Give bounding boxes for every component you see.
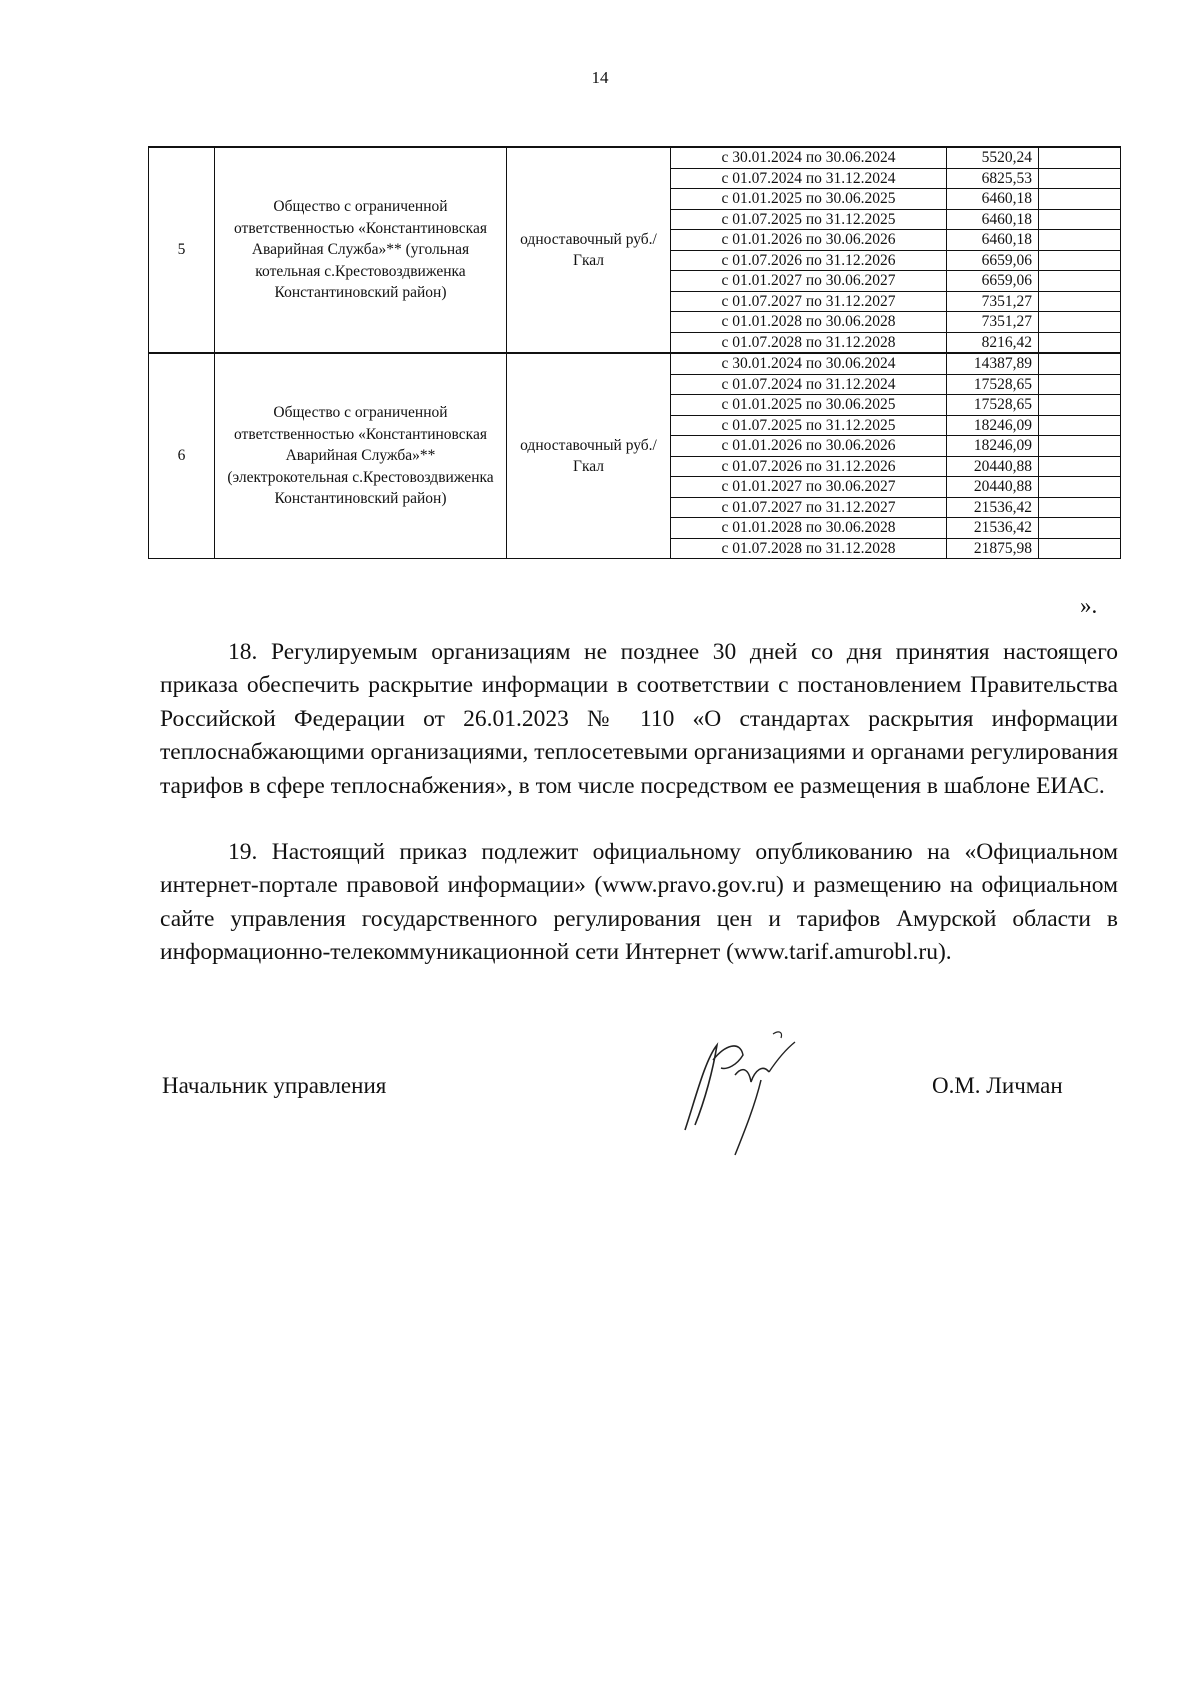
period-cell: с 01.01.2026 по 30.06.2026 — [671, 230, 947, 251]
tariff-value-cell: 8216,42 — [947, 332, 1039, 353]
empty-cell — [1039, 497, 1121, 518]
empty-cell — [1039, 147, 1121, 168]
period-cell: с 01.07.2025 по 31.12.2025 — [671, 415, 947, 436]
tariff-kind: одноставочный руб./Гкал — [507, 353, 671, 559]
tariff-value-cell: 20440,88 — [947, 477, 1039, 498]
tariff-value-cell: 21875,98 — [947, 538, 1039, 559]
tariff-value-cell: 6460,18 — [947, 189, 1039, 210]
empty-cell — [1039, 209, 1121, 230]
period-cell: с 30.01.2024 по 30.06.2024 — [671, 147, 947, 168]
empty-cell — [1039, 436, 1121, 457]
tariff-value-cell: 6825,53 — [947, 168, 1039, 189]
period-cell: с 01.07.2024 по 31.12.2024 — [671, 374, 947, 395]
empty-cell — [1039, 312, 1121, 333]
period-cell: с 01.07.2025 по 31.12.2025 — [671, 209, 947, 230]
period-cell: с 01.01.2025 по 30.06.2025 — [671, 189, 947, 210]
period-cell: с 01.07.2028 по 31.12.2028 — [671, 538, 947, 559]
tariff-value-cell: 7351,27 — [947, 291, 1039, 312]
empty-cell — [1039, 456, 1121, 477]
tariff-value-cell: 7351,27 — [947, 312, 1039, 333]
empty-cell — [1039, 477, 1121, 498]
organization-name: Общество с ограниченной ответственностью «Константиновская Аварийная Служба»** (угольная котельная с.Крестовоздвиженка Константиновский район) — [215, 147, 507, 353]
empty-cell — [1039, 189, 1121, 210]
period-cell: с 01.07.2028 по 31.12.2028 — [671, 332, 947, 353]
empty-cell — [1039, 271, 1121, 292]
empty-cell — [1039, 518, 1121, 539]
period-cell: с 01.01.2027 по 30.06.2027 — [671, 477, 947, 498]
tariff-kind: одноставочный руб./Гкал — [507, 147, 671, 353]
position-title: Начальник управления — [162, 1073, 387, 1098]
empty-cell — [1039, 250, 1121, 271]
tariff-value-cell: 20440,88 — [947, 456, 1039, 477]
empty-cell — [1039, 395, 1121, 416]
empty-cell — [1039, 353, 1121, 374]
row-number: 5 — [149, 147, 215, 353]
period-cell: с 01.07.2027 по 31.12.2027 — [671, 497, 947, 518]
tariff-value-cell: 17528,65 — [947, 395, 1039, 416]
tariff-value-cell: 18246,09 — [947, 436, 1039, 457]
empty-cell — [1039, 168, 1121, 189]
empty-cell — [1039, 415, 1121, 436]
period-cell: с 01.01.2026 по 30.06.2026 — [671, 436, 947, 457]
tariff-value-cell: 6659,06 — [947, 271, 1039, 292]
period-cell: с 01.01.2027 по 30.06.2027 — [671, 271, 947, 292]
period-cell: с 01.01.2025 по 30.06.2025 — [671, 395, 947, 416]
tariff-value-cell: 21536,42 — [947, 518, 1039, 539]
organization-name: Общество с ограниченной ответственностью «Константиновская Аварийная Служба»** (электрокотельная с.Крестовоздвиженка Константиновский район) — [215, 353, 507, 559]
tariff-value-cell: 6460,18 — [947, 230, 1039, 251]
handwritten-signature — [665, 1020, 845, 1160]
period-cell: с 01.01.2028 по 30.06.2028 — [671, 312, 947, 333]
table-row — [149, 147, 1121, 168]
empty-cell — [1039, 332, 1121, 353]
tariff-value-cell: 14387,89 — [947, 353, 1039, 374]
period-cell: с 01.07.2026 по 31.12.2026 — [671, 456, 947, 477]
paragraph-19: 19. Настоящий приказ подлежит официальному опубликованию на «Официальном интернет-портале правовой информации» (www.pravo.gov.ru) и размещению на официальном сайте управления государственного регулирования цен и тарифов Амурской области в информационно-телекоммуникационной сети Интернет (www.tarif.amurobl.ru). — [160, 838, 1118, 965]
tariff-value-cell: 6659,06 — [947, 250, 1039, 271]
page-number: 14 — [591, 68, 609, 87]
quote-close-mark: ». — [1080, 593, 1098, 618]
signer-name: О.М. Личман — [932, 1073, 1063, 1098]
tariff-value-cell: 17528,65 — [947, 374, 1039, 395]
period-cell: с 01.07.2027 по 31.12.2027 — [671, 291, 947, 312]
row-number: 6 — [149, 353, 215, 559]
empty-cell — [1039, 291, 1121, 312]
period-cell: с 01.07.2026 по 31.12.2026 — [671, 250, 947, 271]
tariff-value-cell: 5520,24 — [947, 147, 1039, 168]
empty-cell — [1039, 230, 1121, 251]
empty-cell — [1039, 538, 1121, 559]
empty-cell — [1039, 374, 1121, 395]
period-cell: с 01.01.2028 по 30.06.2028 — [671, 518, 947, 539]
tariff-table — [148, 146, 1121, 559]
paragraph-18: 18. Регулируемым организациям не позднее 30 дней со дня принятия настоящего приказа обеспечить раскрытие информации в соответствии с постановлением Правительства Российской Федерации от 26.01.2023 № 110 «О стандартах раскрытия информации теплоснабжающими организациями, теплосетевыми организациями и органами регулирования тарифов в сфере теплоснабжения», в том числе посредством ее размещения в шаблоне ЕИАС. — [160, 638, 1118, 799]
tariff-value-cell: 6460,18 — [947, 209, 1039, 230]
table-row — [149, 353, 1121, 374]
period-cell: с 30.01.2024 по 30.06.2024 — [671, 353, 947, 374]
period-cell: с 01.07.2024 по 31.12.2024 — [671, 168, 947, 189]
tariff-value-cell: 21536,42 — [947, 497, 1039, 518]
tariff-value-cell: 18246,09 — [947, 415, 1039, 436]
